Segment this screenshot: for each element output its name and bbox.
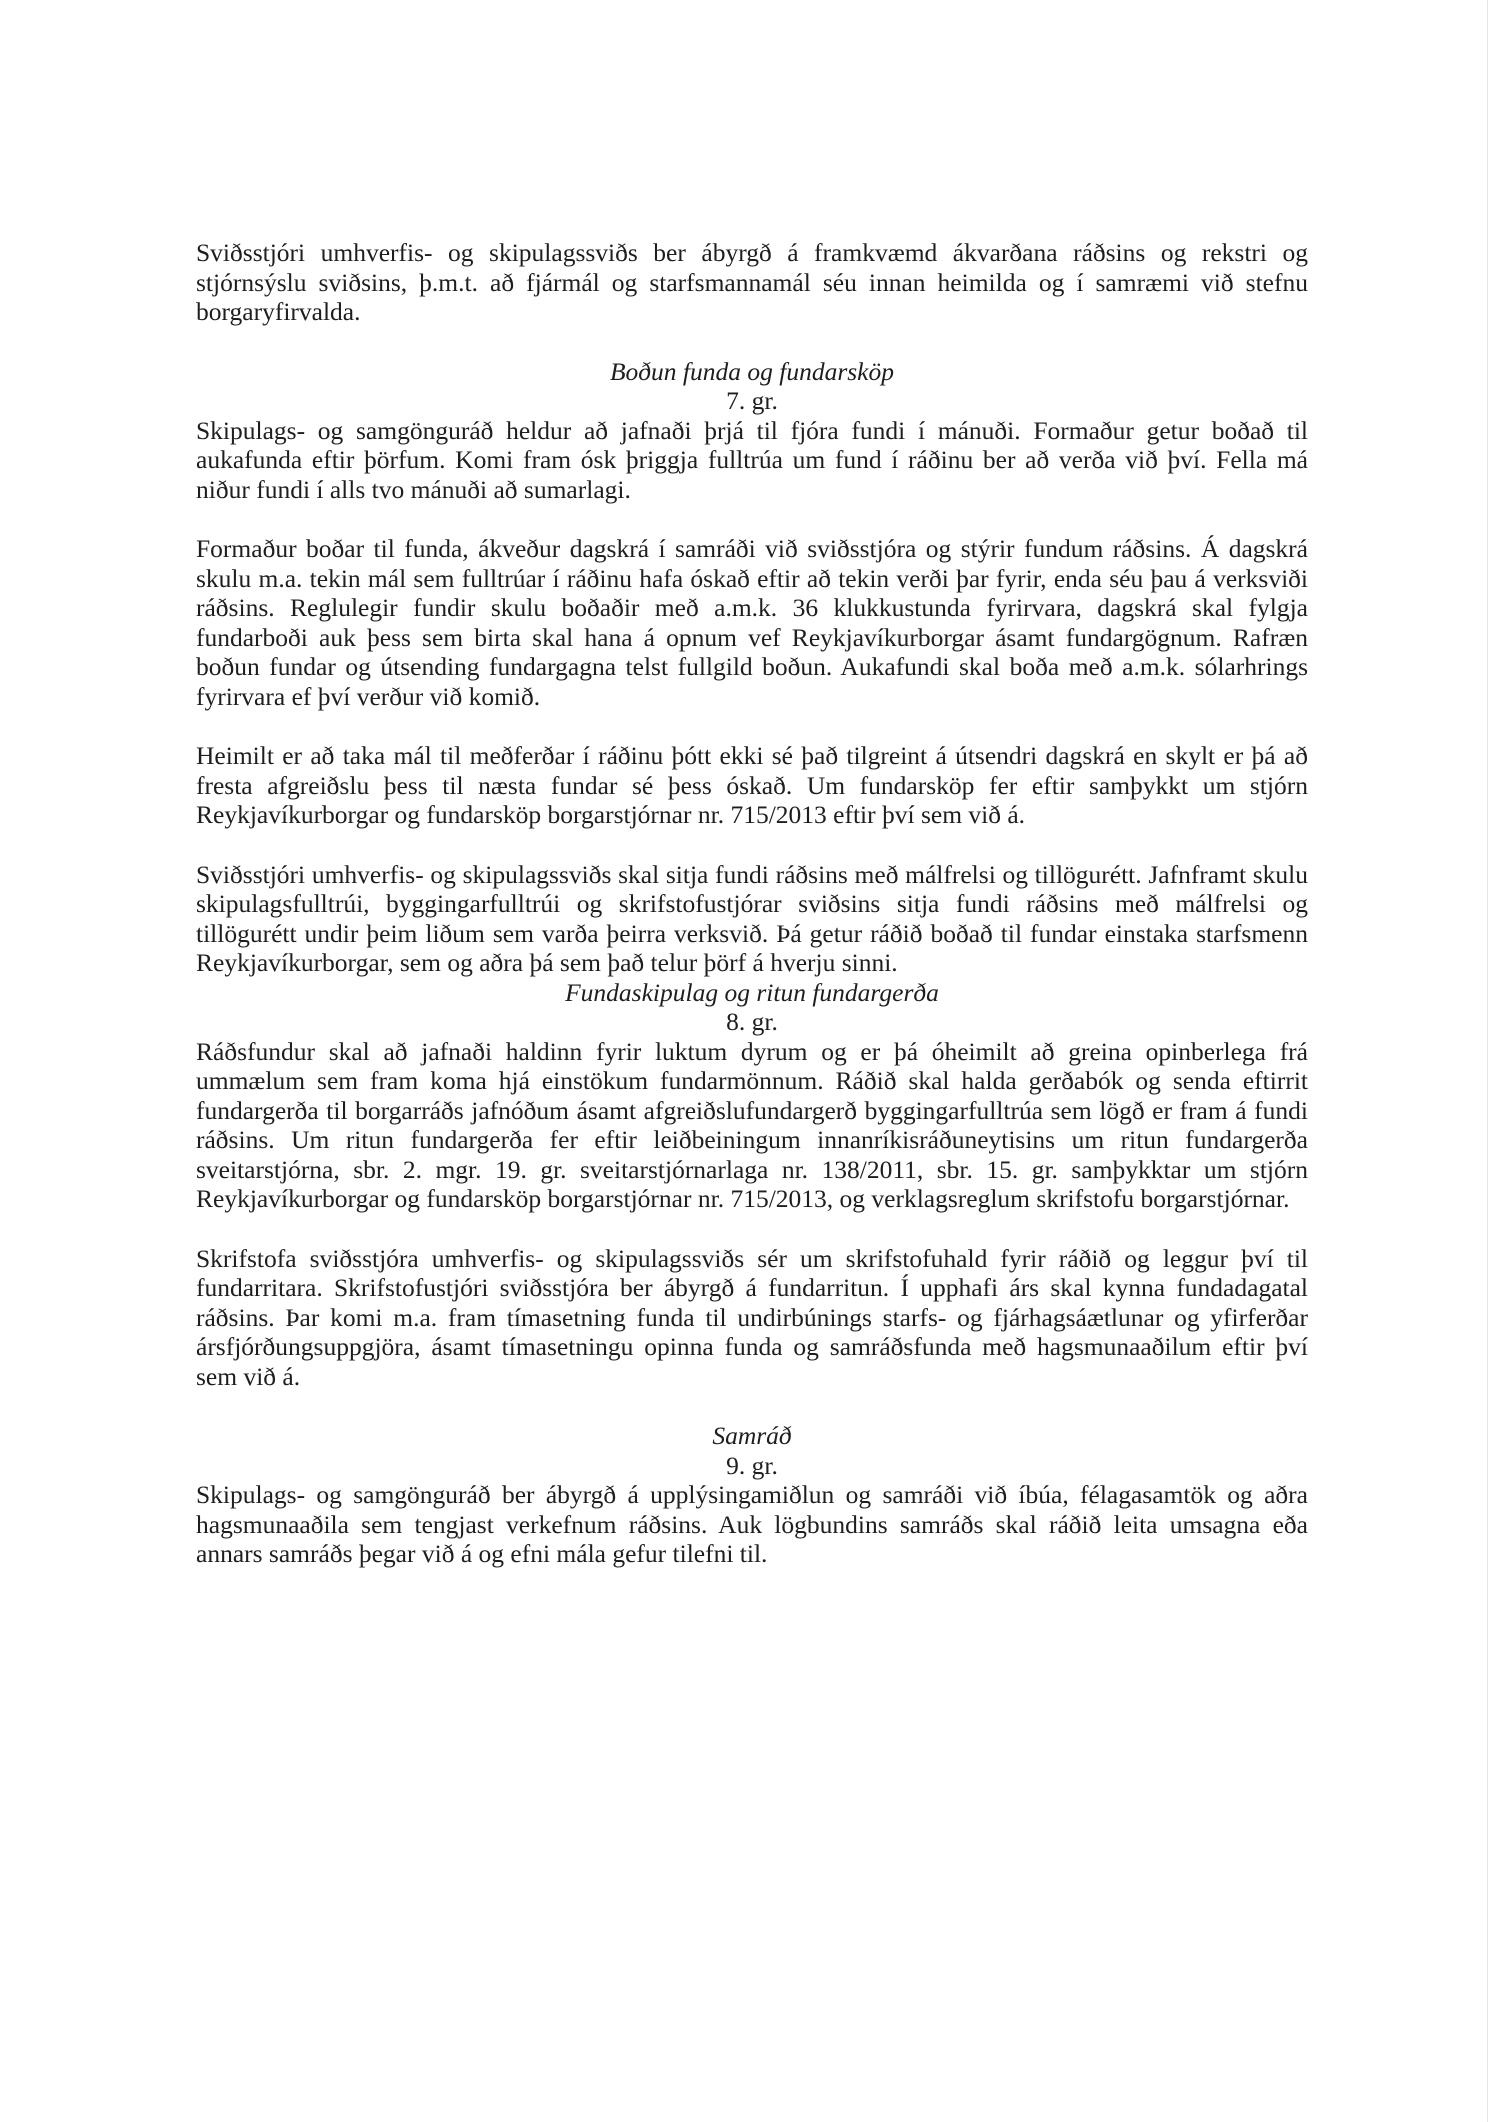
section-8-heading: Fundaskipulag og ritun fundargerða: [565, 977, 939, 1007]
paragraph-gap: [196, 830, 1308, 860]
paragraph-gap: [196, 504, 1308, 534]
paragraph-gap: [196, 1214, 1308, 1244]
paragraph-gap: [196, 1391, 1308, 1421]
article-7-paragraph-1: Skipulags- og samgönguráð heldur að jafnaði þrjá til fjóra fundi í mánuði. Formaður getur boðað til aukafunda eftir þörfum. Komi fram ósk þriggja fulltrúa um fund í ráðinu ber að verða við því. Fella má niður fundi í alls tvo mánuði að sumarlagi.: [196, 415, 1308, 504]
paragraph-gap: [196, 327, 1308, 357]
article-9-paragraph-1: Skipulags- og samgönguráð ber ábyrgð á upplýsingamiðlun og samráði við íbúa, félagasamtök og aðra hagsmunaaðila sem tengjast verkefnum ráðsins. Auk lögbundins samráðs skal ráðið leita umsagna eða annars samráðs þegar við á og efni mála gefur tilefni til.: [196, 1480, 1308, 1568]
paragraph-gap: [196, 711, 1308, 741]
article-9-number: 9. gr.: [726, 1450, 778, 1480]
article-8-paragraph-2: Skrifstofa sviðsstjóra umhverfis- og skipulagssviðs sér um skrifstofuhald fyrir ráðið og leggur því til fundarritara. Skrifstofustjóri sviðsstjóra ber ábyrgð á fundarritun. Í upphafi árs skal kynna fundadagatal ráðsins. Þar komi m.a. fram tímasetning funda til undirbúnings starfs- og fjárhagsáætlunar og yfirferðar ársfjórðungsuppgjöra, ásamt tímasetningu opinna funda og samráðsfunda með hagsmunaaðilum eftir því sem við á.: [196, 1243, 1308, 1391]
article-7-paragraph-4: Sviðsstjóri umhverfis- og skipulagssviðs skal sitja fundi ráðsins með málfrelsi og tillögurétt. Jafnframt skulu skipulagsfulltrúi, byggingarfulltrúi og skrifstofustjórar sviðsins sitja fundi ráðsins með málfrelsi og tillögurétt undir þeim liðum sem varða þeirra verksvið. Þá getur ráðið boðað til fundar einstaka starfsmenn Reykjavíkurborgar, sem og aðra þá sem það telur þörf á hverju sinni.: [196, 859, 1308, 977]
document-body: [196, 238, 1308, 1569]
article-7-paragraph-2: Formaður boðar til funda, ákveður dagskrá í samráði við sviðsstjóra og stýrir fundum ráðsins. Á dagskrá skulu m.a. tekin mál sem fulltrúar í ráðinu hafa óskað eftir að tekin verði þar fyrir, enda séu þau á verksviði ráðsins. Reglulegir fundir skulu boðaðir með a.m.k. 36 klukkustunda fyrirvara, dagskrá skal fylgja fundarboði auk þess sem birta skal hana á opnum vef Reykjavíkurborgar ásamt fundargögnum. Rafræn boðun fundar og útsending fundargagna telst fullgild boðun. Aukafundi skal boða með a.m.k. sólarhrings fyrirvara ef því verður við komið.: [196, 534, 1308, 711]
intro-paragraph: Sviðsstjóri umhverfis- og skipulagssviðs ber ábyrgð á framkvæmd ákvarðana ráðsins og rekstri og stjórnsýslu sviðsins, þ.m.t. að fjármál og starfsmannamál séu innan heimilda og í samræmi við stefnu borgaryfirvalda.: [196, 238, 1308, 326]
article-7-number: 7. gr.: [726, 386, 778, 415]
article-7-paragraph-3: Heimilt er að taka mál til meðferðar í ráðinu þótt ekki sé það tilgreint á útsendri dagskrá en skylt er þá að fresta afgreiðslu þess til næsta fundar sé þess óskað. Um fundarsköp fer eftir samþykkt um stjórn Reykjavíkurborgar og fundarsköp borgarstjórnar nr. 715/2013 eftir því sem við á.: [196, 741, 1308, 829]
article-8-number: 8. gr.: [726, 1007, 778, 1036]
scan-edge-line: [1487, 0, 1488, 2122]
section-9-heading: Samráð: [712, 1421, 792, 1450]
section-7-heading: Boðun funda og fundarsköp: [609, 356, 895, 386]
article-8-paragraph-1: Ráðsfundur skal að jafnaði haldinn fyrir luktum dyrum og er þá óheimilt að greina opinberlega frá ummælum sem fram koma hjá einstökum fundarmönnum. Ráðið skal halda gerðabók og senda eftirrit fundargerða til borgarráðs jafnóðum ásamt afgreiðslufundargerð byggingarfulltrúa sem lögð er fram á fundi ráðsins. Um ritun fundargerða fer eftir leiðbeiningum innanríkisráðuneytisins um ritun fundargerða sveitarstjórna, sbr. 2. mgr. 19. gr. sveitarstjórnarlaga nr. 138/2011, sbr. 15. gr. samþykktar um stjórn Reykjavíkurborgar og fundarsköp borgarstjórnar nr. 715/2013, og verklagsreglum skrifstofu borgarstjórnar.: [196, 1036, 1308, 1213]
